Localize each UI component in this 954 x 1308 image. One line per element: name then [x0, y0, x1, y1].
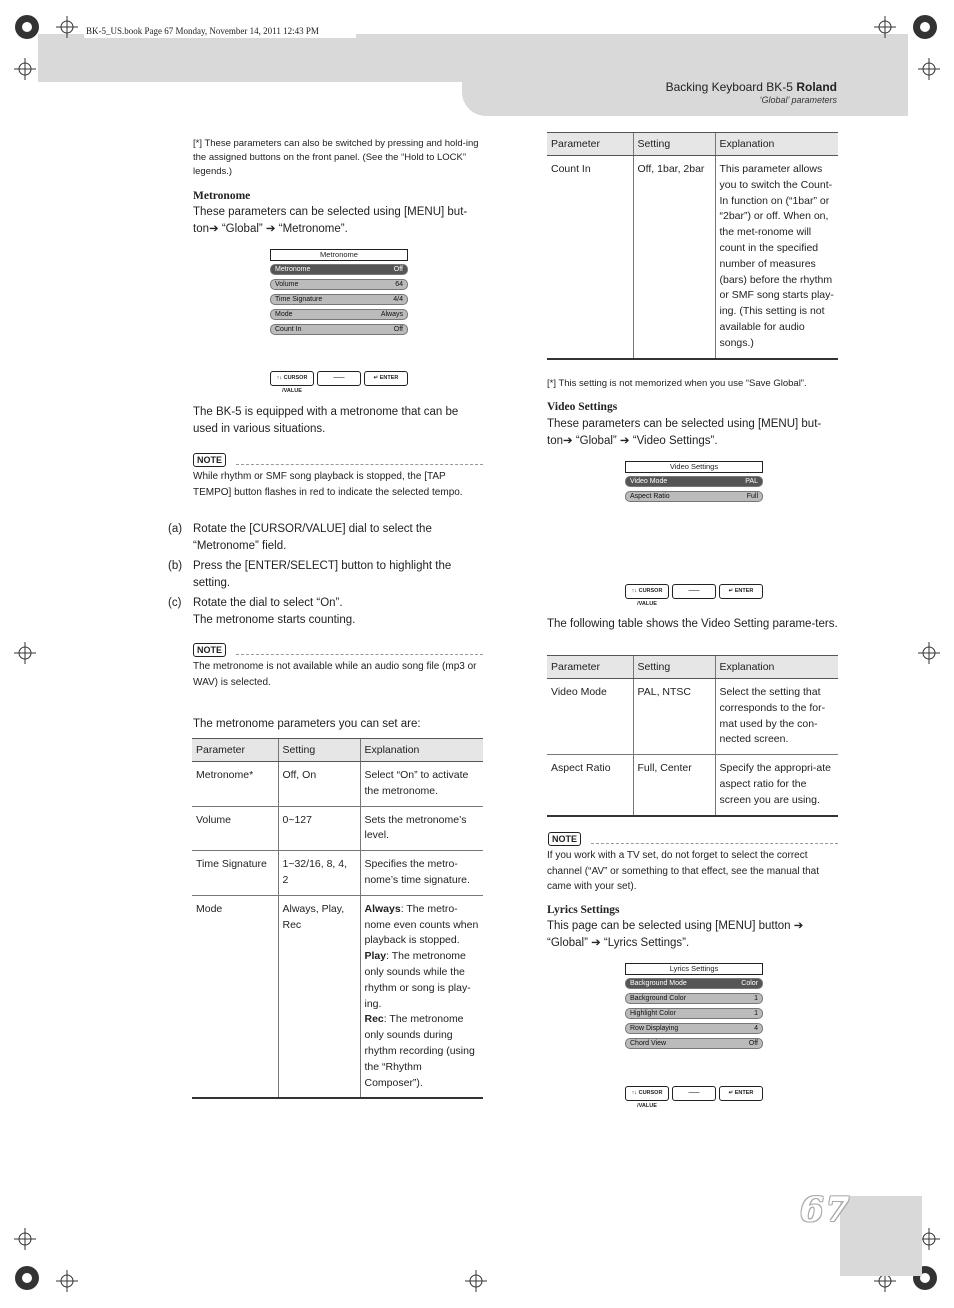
- page-title-text: Backing Keyboard BK-5: [665, 80, 793, 94]
- crosshair-icon: [918, 642, 940, 664]
- table-cell: Select the setting that corresponds to the for-mat used by the con-nected screen.: [715, 679, 838, 755]
- column-header: Setting: [633, 656, 715, 679]
- lcd-row: Row Displaying 4: [625, 1023, 763, 1034]
- table-cell: Specify the appropri-ate aspect ratio for the screen you are using.: [715, 755, 838, 816]
- brand-logo: Roland: [796, 80, 837, 94]
- crosshair-icon: [14, 642, 36, 664]
- column-header: Parameter: [547, 656, 633, 679]
- lcd-row: Count In Off: [270, 324, 408, 335]
- note-3-text: If you work with a TV set, do not forget to select the correct channel (“AV” or something to that effect, see the manual that came with your set).: [547, 850, 820, 892]
- table-cell: 1~32/16, 8, 4, 2: [278, 851, 360, 896]
- table-row: [547, 156, 838, 359]
- column-header: Explanation: [715, 656, 838, 679]
- lyrics-heading: Lyrics Settings: [547, 904, 620, 916]
- note-label: NOTE: [193, 643, 226, 657]
- note-divider: [236, 464, 483, 465]
- note-1-badge: [193, 450, 226, 468]
- lcd-row: Mode Always: [270, 309, 408, 320]
- video-table-intro: The following table shows the Video Setting parame-ters.: [547, 618, 838, 630]
- note-label: NOTE: [548, 832, 581, 846]
- lcd-row: Background Mode Color: [625, 978, 763, 989]
- page-number: 67: [800, 1190, 852, 1230]
- note-1-text: While rhythm or SMF song playback is stopped, the [TAP TEMPO] button flashes in red to indicate the selected tempo.: [193, 471, 463, 498]
- column-header: Explanation: [715, 133, 838, 156]
- blank-button-icon: ——: [317, 371, 361, 386]
- crosshair-icon: [56, 1270, 78, 1292]
- button-legend: [625, 1086, 763, 1109]
- table-cell: Volume: [192, 806, 278, 851]
- table-cell: Off, 1bar, 2bar: [633, 156, 715, 359]
- lcd-row: Chord View Off: [625, 1038, 763, 1049]
- table-cell: Full, Center: [633, 755, 715, 816]
- page-subtitle: ‘Global’ parameters: [759, 95, 837, 105]
- equipped-text: The BK-5 is equipped with a metronome that can be used in various situations.: [193, 406, 459, 435]
- table-cell: Always: The metro-nome even counts when playback is stopped. Play: The metronome only sounds while the rhythm or song is play-ing. Rec: The metronome only sounds during rhythm recording (using the “Rhythm Composer”).: [360, 895, 483, 1098]
- lcd-title: Lyrics Settings: [625, 963, 763, 975]
- cursor-value-button-icon: ↑↓ CURSOR /VALUE: [625, 1086, 669, 1101]
- book-line: BK-5_US.book Page 67 Monday, November 14, 2011 12:43 PM: [84, 24, 356, 38]
- note-3-badge: [548, 829, 581, 847]
- enter-button-icon: ↵ ENTER: [719, 584, 763, 599]
- page-title: [666, 80, 837, 94]
- table-row: [192, 762, 483, 807]
- registration-mark-icon: [14, 14, 40, 40]
- table-row: [192, 895, 483, 1098]
- lcd-row: Time Signature 4/4: [270, 294, 408, 305]
- table-header-row: [547, 133, 838, 156]
- crosshair-icon: [465, 1270, 487, 1292]
- column-header: Setting: [633, 133, 715, 156]
- crosshair-icon: [14, 58, 36, 80]
- table-cell: Time Signature: [192, 851, 278, 896]
- table-cell: Off, On: [278, 762, 360, 807]
- registration-mark-icon: [912, 14, 938, 40]
- lcd-title: Metronome: [270, 249, 408, 261]
- note-label: NOTE: [193, 453, 226, 467]
- note-2-badge: [193, 640, 226, 658]
- table-row: [192, 806, 483, 851]
- crosshair-icon: [874, 16, 896, 38]
- lcd-row: Highlight Color 1: [625, 1008, 763, 1019]
- enter-button-icon: ↵ ENTER: [719, 1086, 763, 1101]
- video-intro: These parameters can be selected using [MENU] but-ton➔ “Global” ➔ “Video Settings”.: [547, 418, 822, 447]
- column-header: Explanation: [360, 739, 483, 762]
- button-legend: [625, 584, 763, 607]
- lcd-row: Background Color 1: [625, 993, 763, 1004]
- metronome-intro: These parameters can be selected using [MENU] but-ton➔ “Global” ➔ “Metronome”.: [193, 206, 468, 235]
- table-cell: PAL, NTSC: [633, 679, 715, 755]
- table-cell: Sets the metronome’s level.: [360, 806, 483, 851]
- table-cell: Video Mode: [547, 679, 633, 755]
- table-cell: Metronome*: [192, 762, 278, 807]
- table-cell: Count In: [547, 156, 633, 359]
- step-c-result: The metronome starts counting.: [193, 614, 356, 626]
- column-header: Parameter: [192, 739, 278, 762]
- cursor-value-button-icon: ↑↓ CURSOR /VALUE: [625, 584, 669, 599]
- table-row: [547, 679, 838, 755]
- table-row: [192, 851, 483, 896]
- crosshair-icon: [14, 1228, 36, 1250]
- table-cell: Aspect Ratio: [547, 755, 633, 816]
- right-footnote: [*] This setting is not memorized when you use “Save Global”.: [547, 378, 807, 389]
- note-2-text: The metronome is not available while an audio song file (mp3 or WAV) is selected.: [193, 661, 477, 688]
- blank-button-icon: ——: [672, 1086, 716, 1101]
- lyrics-lcd: [625, 963, 763, 1053]
- column-header: Setting: [278, 739, 360, 762]
- table-cell: Select “On” to activate the metronome.: [360, 762, 483, 807]
- cursor-value-button-icon: ↑↓ CURSOR /VALUE: [270, 371, 314, 386]
- column-header: Parameter: [547, 133, 633, 156]
- table-cell: Specifies the metro-nome’s time signature.: [360, 851, 483, 896]
- table-row: [547, 755, 838, 816]
- metronome-heading: Metronome: [193, 190, 251, 202]
- left-footnote: [*] These parameters can also be switched by pressing and hold-ing the assigned buttons on the front panel. (See the “Hold to LOCK” legends.): [193, 138, 479, 177]
- table-cell: 0~127: [278, 806, 360, 851]
- video-lcd: [625, 461, 763, 506]
- lcd-row: Video Mode PAL: [625, 476, 763, 487]
- blank-button-icon: ——: [672, 584, 716, 599]
- params-intro: The metronome parameters you can set are:: [193, 718, 421, 730]
- note-divider: [236, 654, 483, 655]
- table-cell: This parameter allows you to switch the Count-In function on (“1bar” or “2bar”) or off. When on, the met-ronome will count in the specified number of measures (bars) before the rhythm or SMF song starts play-ing. (This setting is not available for audio songs.): [715, 156, 838, 359]
- registration-mark-icon: [14, 1265, 40, 1291]
- video-heading: Video Settings: [547, 401, 618, 413]
- lcd-row: Aspect Ratio Full: [625, 491, 763, 502]
- note-divider: [591, 843, 838, 844]
- enter-button-icon: ↵ ENTER: [364, 371, 408, 386]
- metronome-table: [192, 738, 483, 1099]
- table-header-row: [192, 739, 483, 762]
- table-cell: Always, Play, Rec: [278, 895, 360, 1098]
- crosshair-icon: [56, 16, 78, 38]
- button-legend: [270, 371, 408, 394]
- table-header-row: [547, 656, 838, 679]
- lcd-title: Video Settings: [625, 461, 763, 473]
- countin-table: [547, 132, 838, 360]
- crosshair-icon: [918, 58, 940, 80]
- lcd-row: Volume 64: [270, 279, 408, 290]
- table-cell: Mode: [192, 895, 278, 1098]
- metronome-lcd: [270, 249, 408, 339]
- lyrics-intro: This page can be selected using [MENU] button ➔ “Global” ➔ “Lyrics Settings”.: [547, 920, 804, 949]
- lcd-row: Metronome Off: [270, 264, 408, 275]
- video-table: [547, 655, 838, 817]
